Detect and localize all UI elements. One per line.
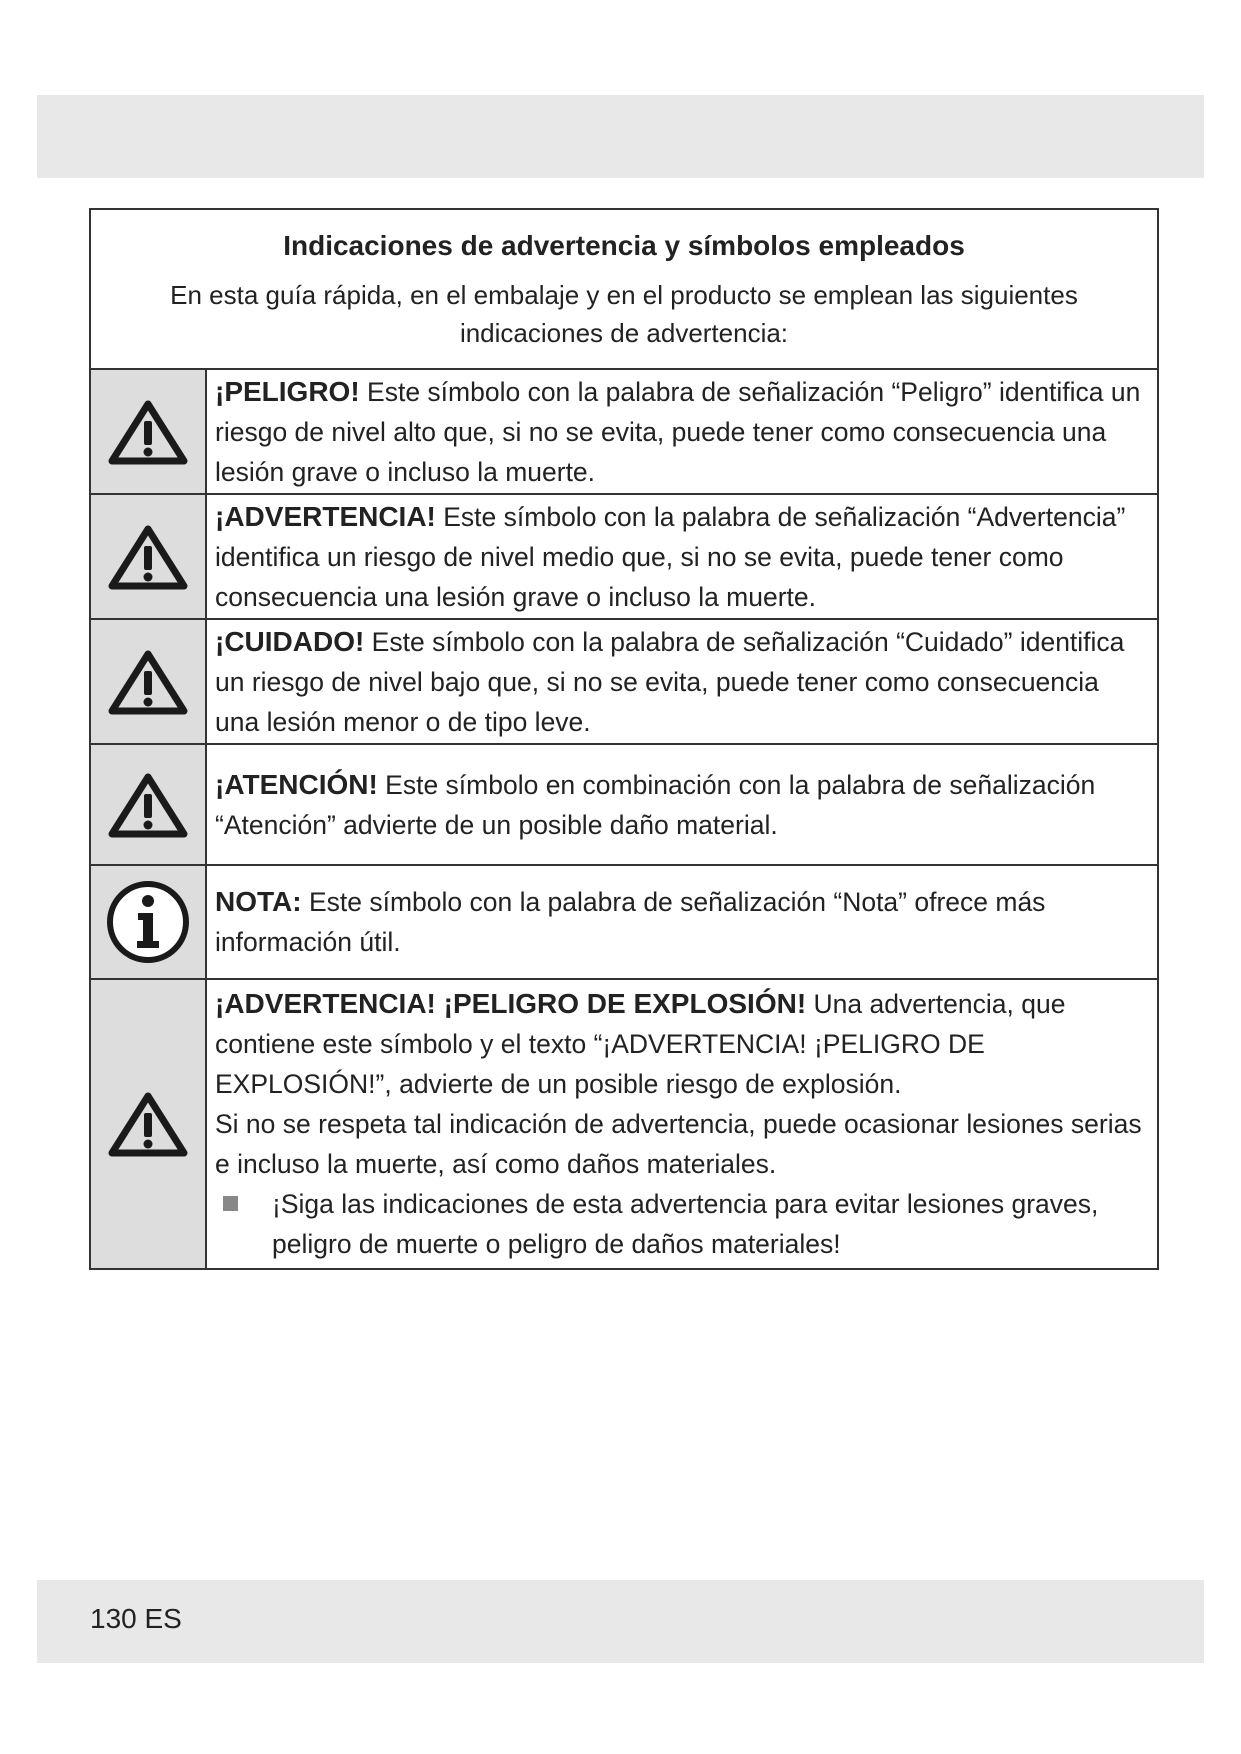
table-header — [91, 210, 1157, 370]
warning-row-advertencia — [91, 495, 1157, 620]
warning-triangle-icon — [108, 399, 188, 465]
warning-triangle-icon — [108, 649, 188, 715]
icon-cell — [91, 745, 207, 864]
row-text — [207, 370, 1157, 493]
info-row-nota — [91, 866, 1157, 980]
signal-word: NOTA: — [215, 886, 302, 917]
icon-cell — [91, 620, 207, 743]
row-text — [207, 495, 1157, 618]
row-text — [207, 620, 1157, 743]
square-bullet-icon — [223, 1196, 238, 1211]
warning-row-atencion — [91, 745, 1157, 866]
row-description: Este símbolo con la palabra de señalización “Advertencia” identifica un riesgo de nivel medio que, si no se evita, puede tener como consecuencia una lesión grave o incluso la muerte. — [215, 501, 1126, 612]
warning-triangle-icon — [108, 772, 188, 838]
row-description: Una advertencia, que contiene este símbolo y el texto “¡ADVERTENCIA! ¡PELIGRO DE EXPLOSIÓN!”, advierte de un posible riesgo de explosión. — [215, 989, 1066, 1099]
icon-cell — [91, 370, 207, 493]
intro-line-1: En esta guía rápida, en el embalaje y en el producto se emplean las siguientes — [170, 280, 1078, 310]
table-title: Indicaciones de advertencia y símbolos empleados — [283, 230, 965, 261]
row-text — [207, 745, 1157, 864]
icon-cell — [91, 495, 207, 618]
warning-triangle-icon — [108, 1091, 188, 1157]
bullet-text: ¡Siga las indicaciones de esta advertencia para evitar lesiones graves, peligro de muerte o peligro de daños materiales! — [272, 1189, 1099, 1259]
row-description-extra: Si no se respeta tal indicación de advertencia, puede ocasionar lesiones serias e incluso la muerte, así como daños materiales. — [215, 1109, 1142, 1179]
header-band — [37, 95, 1204, 178]
row-description: Este símbolo con la palabra de señalización “Cuidado” identifica un riesgo de nivel bajo que, si no se evita, puede tener como consecuencia una lesión menor o de tipo leve. — [215, 626, 1125, 737]
row-text — [207, 980, 1157, 1268]
signal-word: ¡CUIDADO! — [215, 625, 365, 657]
signal-word: ¡ATENCIÓN! — [215, 768, 378, 800]
list-item — [215, 1184, 1147, 1264]
warning-row-cuidado — [91, 620, 1157, 745]
footer-band — [37, 1580, 1204, 1663]
icon-cell — [91, 866, 207, 978]
row-description: Este símbolo con la palabra de señalización “Nota” ofrece más información útil. — [215, 887, 1046, 957]
icon-cell — [91, 980, 207, 1268]
warning-triangle-icon — [108, 524, 188, 590]
warning-row-peligro — [91, 370, 1157, 495]
signal-word: ¡PELIGRO! — [215, 375, 360, 407]
warning-table — [89, 208, 1159, 1270]
info-circle-icon — [105, 879, 191, 965]
row-description: Este símbolo con la palabra de señalización “Peligro” identifica un riesgo de nivel alto que, si no se evita, puede tener como consecuencia una lesión grave o incluso la muerte. — [215, 376, 1141, 487]
signal-word: ¡ADVERTENCIA! ¡PELIGRO DE EXPLOSIÓN! — [215, 988, 807, 1019]
row-description: Este símbolo en combinación con la palabra de señalización “Atención” advierte de un posible daño material. — [215, 769, 1096, 840]
page-number: 130 ES — [90, 1603, 182, 1634]
intro-line-2: indicaciones de advertencia: — [459, 318, 789, 348]
row-text — [207, 866, 1157, 978]
warning-row-explosion — [91, 980, 1157, 1268]
table-intro — [121, 276, 1127, 352]
signal-word: ¡ADVERTENCIA! — [215, 500, 436, 532]
